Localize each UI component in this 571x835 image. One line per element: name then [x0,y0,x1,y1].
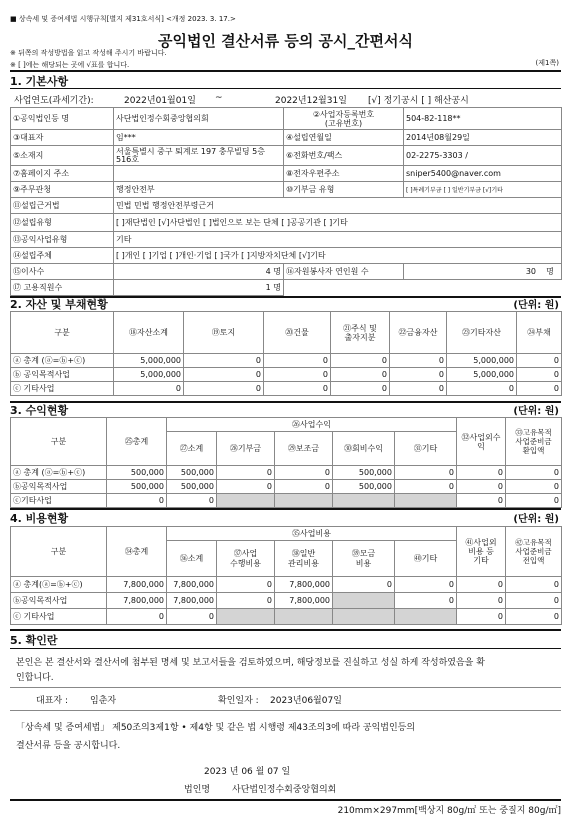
address-value: 서울특별시 중구 퇴계로 197 충무빌딩 5층 516호 [114,146,284,166]
expense-col-subtotal: ㊱소계 [167,541,217,577]
revenue-col-dues: ㉚회비수익 [333,432,395,466]
row-label: ⓐ 총계 (ⓐ=ⓑ+ⓒ) [11,354,114,368]
revenue-col-subtotal: ㉗소계 [167,432,217,466]
assets-col-other: ㉓기타자산 [447,312,517,354]
representative-sign-name: 임춘자 [90,696,117,706]
address-label: ⑤소재지 [11,146,114,166]
email-label: ⑧전자우편주소 [284,166,404,182]
homepage-label: ⑦홈페이지 주소 [11,166,114,182]
phone-fax-value: 02-2275-3303 / [404,146,562,166]
authority-label: ⑨주무관청 [11,182,114,198]
expense-col-category: 구분 [11,527,107,577]
expense-col-other: ㊵기타 [395,541,457,577]
revenue-col-category: 구분 [11,418,107,466]
table-cell-shaded [333,494,395,508]
basic-info-table [10,107,562,198]
fiscal-year-tilde: ~ [215,93,223,103]
table-cell-shaded [333,593,395,609]
revenue-group-business: ㉖사업수익 [167,418,457,432]
revenue-col-donation: ㉘기부금 [217,432,275,466]
table-cell: 0 [264,368,331,382]
divider [10,88,561,89]
divider [10,648,561,649]
section3-title: 3. 수익현황 [10,404,69,417]
table-cell: 500,000 [107,480,167,494]
table-cell-shaded [333,609,395,625]
confirm-date-value: 2023년06월07일 [270,696,342,706]
table-cell: 0 [395,593,457,609]
biz-reg-no-label: ②사업자등록번호 (고유번호) [284,108,404,130]
public-biz-type-label: ⑬공익사업유형 [11,232,114,248]
table-cell: 0 [107,494,167,508]
expense-col-nonbusiness: ㊶사업외 비용 등 기타 [457,527,506,577]
table-cell-shaded [395,494,457,508]
table-cell: 0 [331,368,390,382]
fiscal-year-label: 사업연도(과세기간): [14,96,94,106]
table-cell: 0 [506,494,562,508]
directors-label: ⑮이사수 [11,264,114,280]
note-instructions: ※ 뒤쪽의 작성방법을 읽고 작성해 주시기 바랍니다. [10,49,167,57]
authority-value: 행정안전부 [114,182,284,198]
table-cell: 0 [167,494,217,508]
public-biz-type-value: 기타 [114,232,562,248]
volunteers-unit: 명 [546,267,554,276]
assets-col-liabilities: ㉔부채 [517,312,562,354]
page-number: (제1쪽) [535,59,559,67]
table-cell: 0 [114,382,184,396]
divider [10,710,561,711]
legal-basis-line1: 「상속세 및 증여세법」 제50조의3제1항 • 제4항 및 같은 법 시행령 제43조의3에 따라 공익법인등의 [16,723,416,733]
establish-type-value: [ ]재단법인 [√]사단법인 [ ]법인으로 보는 단체 [ ]공공기관 [ ]기타 [114,214,562,232]
table-cell: 0 [506,480,562,494]
table-cell: 5,000,000 [114,354,184,368]
signature-date: 2023 년 06 월 07 일 [204,767,291,777]
page-title: 공익법인 결산서류 등의 공시_간편서식 [157,32,413,50]
table-cell: 5,000,000 [114,368,184,382]
org-name-value: 사단법인정수회중앙협의회 [114,108,284,130]
table-cell: 0 [167,609,217,625]
table-cell: 0 [333,577,395,593]
disclosure-type: [√] 정기공시 [ ] 해산공시 [368,96,469,106]
confirmation-statement-line1: 본인은 본 결산서와 결산서에 첨부된 명세 및 보고서들을 검토하였으며, 해당정보를 진실하고 성실 하게 작성하였음을 확 [16,658,485,668]
table-row [11,480,562,494]
homepage-value [114,166,284,182]
table-cell: 7,800,000 [167,577,217,593]
table-cell: 0 [506,609,562,625]
assets-col-building: ⑳건물 [264,312,331,354]
representative-value: 임*** [114,130,284,146]
fiscal-year-from: 2022년01월01일 [124,96,196,106]
donation-type-value: [ ]특례기부금 [ ] 일반기부금 [√]기타 [404,182,562,198]
row-label: ⓐ 총계(ⓐ=ⓑ+ⓒ) [11,577,107,593]
revenue-col-nonbusiness: ㉜사업외수익 [457,418,506,466]
table-cell: 7,800,000 [107,593,167,609]
established-date-value: 2014년08월29일 [404,130,562,146]
table-cell: 0 [217,466,275,480]
assets-col-stocks: ㉑주식 및 출자지분 [331,312,390,354]
founder-label: ⑭설립주체 [11,248,114,264]
legal-basis-line2: 결산서류 등을 공시합니다. [16,741,121,751]
table-cell: 0 [217,480,275,494]
table-cell: 0 [506,577,562,593]
table-cell: 7,800,000 [275,593,333,609]
table-cell: 0 [457,593,506,609]
staff-table [10,263,562,296]
table-cell: 5,000,000 [447,368,517,382]
section5-title: 5. 확인란 [10,634,58,647]
table-cell: 500,000 [167,480,217,494]
revenue-col-other: ㉛기타 [395,432,457,466]
table-cell: 0 [217,593,275,609]
assets-col-subtotal: ⑱자산소계 [114,312,184,354]
table-row [11,609,562,625]
table-cell: 7,800,000 [167,593,217,609]
established-date-label: ④설립연월일 [284,130,404,146]
table-cell: 0 [217,577,275,593]
table-cell: 0 [107,609,167,625]
table-row [11,593,562,609]
table-cell: 500,000 [333,466,395,480]
assets-col-land: ⑲토지 [184,312,264,354]
table-cell: 0 [506,466,562,480]
row-label: ⓒ 기타사업 [11,609,107,625]
table-cell: 0 [390,354,447,368]
table-cell: 5,000,000 [447,354,517,368]
table-row [11,466,562,480]
paper-spec: 210mm×297mm[백상지 80g/㎡ 또는 중질지 80g/㎡] [337,806,561,816]
divider [10,687,561,688]
table-cell: 0 [331,354,390,368]
table-row [11,577,562,593]
table-cell: 7,800,000 [107,577,167,593]
table-cell: 0 [264,382,331,396]
fiscal-year-to: 2022년12월31일 [275,96,347,106]
table-cell-shaded [275,609,333,625]
table-cell: 0 [457,466,506,480]
divider [10,70,561,72]
table-cell-shaded [395,609,457,625]
establishment-table [10,197,562,264]
section2-title: 2. 자산 및 부채현황 [10,298,108,311]
divider [10,401,561,403]
table-cell: 0 [457,480,506,494]
section2-unit: (단위: 원) [513,300,559,311]
table-row [11,368,562,382]
donation-type-label: ⑩기부금 유형 [284,182,404,198]
table-cell: 0 [457,494,506,508]
table-cell: 0 [517,354,562,368]
table-cell: 0 [395,480,457,494]
org-name-label: ①공익법인등 명 [11,108,114,130]
row-label: ⓒ 기타사업 [11,382,114,396]
table-cell: 0 [331,382,390,396]
representative-label: ③대표자 [11,130,114,146]
table-cell: 500,000 [167,466,217,480]
table-cell: 0 [390,368,447,382]
table-cell: 0 [264,354,331,368]
biz-reg-no-value: 504-82-118** [404,108,562,130]
law-reference: ■ 상속세 및 증여세법 시행규칙[별지 제31호서식] <개정 2023. 3. 17.> [10,15,236,23]
table-cell: 0 [457,577,506,593]
expense-col-total: ㉞총계 [107,527,167,577]
confirm-date-label: 확인일자 : [218,696,259,706]
table-cell: 0 [506,593,562,609]
row-label: ⓒ기타사업 [11,494,107,508]
table-cell-shaded [217,494,275,508]
corp-name-label: 법인명 [184,785,211,795]
section4-unit: (단위: 원) [513,514,559,525]
table-cell-shaded [217,609,275,625]
directors-value: 4 명 [114,264,284,280]
expense-table [10,526,562,625]
table-cell: 0 [184,354,264,368]
table-row [11,354,562,368]
table-cell: 0 [390,382,447,396]
assets-table [10,311,562,396]
table-cell: 500,000 [107,466,167,480]
representative-sign-label: 대표자 : [36,696,68,706]
table-cell: 0 [395,577,457,593]
expense-col-admin: ㊳일반 관리비용 [275,541,333,577]
revenue-table [10,417,562,508]
section3-unit: (단위: 원) [513,406,559,417]
email-value: sniper5400@naver.com [404,166,562,182]
section4-title: 4. 비용현황 [10,512,69,525]
table-cell-shaded [275,494,333,508]
table-cell: 7,800,000 [275,577,333,593]
row-label: ⓑ공익목적사업 [11,480,107,494]
table-cell: 0 [517,382,562,396]
table-cell: 0 [275,466,333,480]
founder-value: [ ]개인 [ ]기업 [ ]개인·기업 [ ]국가 [ ]지방자치단체 [√]기타 [114,248,562,264]
volunteers-value: 30 [525,267,536,276]
table-cell: 0 [517,368,562,382]
employees-value: 1 명 [114,280,284,296]
revenue-col-reserve: ㉝고유목적 사업준비금 환입액 [506,418,562,466]
corp-name-value: 사단법인정수회중앙협의회 [232,785,337,795]
row-label: ⓑ 공익목적사업 [11,368,114,382]
expense-group-business: ㉟사업비용 [167,527,457,541]
note-checkmark: ※ [ ]에는 해당되는 곳에 √표를 합니다. [10,61,130,69]
row-label: ⓐ 총계 (ⓐ=ⓑ+ⓒ) [11,466,107,480]
table-row [11,382,562,396]
expense-col-operation: ㊲사업 수행비용 [217,541,275,577]
divider [10,508,561,510]
basis-law-label: ⑪설립근거법 [11,198,114,214]
assets-col-financial: ㉒금융자산 [390,312,447,354]
table-cell: 0 [184,382,264,396]
divider [10,799,561,801]
assets-col-category: 구분 [11,312,114,354]
table-cell: 0 [395,466,457,480]
section1-title: 1. 기본사항 [10,75,69,88]
basis-law-value: 민법 민법 행정안전부령근거 [114,198,562,214]
expense-col-reserve: ㊷고유목적 사업준비금 전입액 [506,527,562,577]
divider [10,629,561,631]
table-row [11,494,562,508]
expense-col-fundraising: ㊴모금 비용 [333,541,395,577]
table-cell: 0 [275,480,333,494]
employees-label: ⑰ 고용직원수 [11,280,114,296]
table-cell: 0 [457,609,506,625]
confirmation-statement-line2: 인합니다. [16,673,54,683]
table-cell: 0 [184,368,264,382]
revenue-col-total: ㉕총계 [107,418,167,466]
phone-fax-label: ⑥전화번호/팩스 [284,146,404,166]
table-cell: 500,000 [333,480,395,494]
revenue-col-subsidy: ㉙보조금 [275,432,333,466]
row-label: ⓑ공익목적사업 [11,593,107,609]
table-cell: 0 [447,382,517,396]
volunteers-label: ⑯자원봉사자 연인원 수 [284,264,404,280]
establish-type-label: ⑫설립유형 [11,214,114,232]
